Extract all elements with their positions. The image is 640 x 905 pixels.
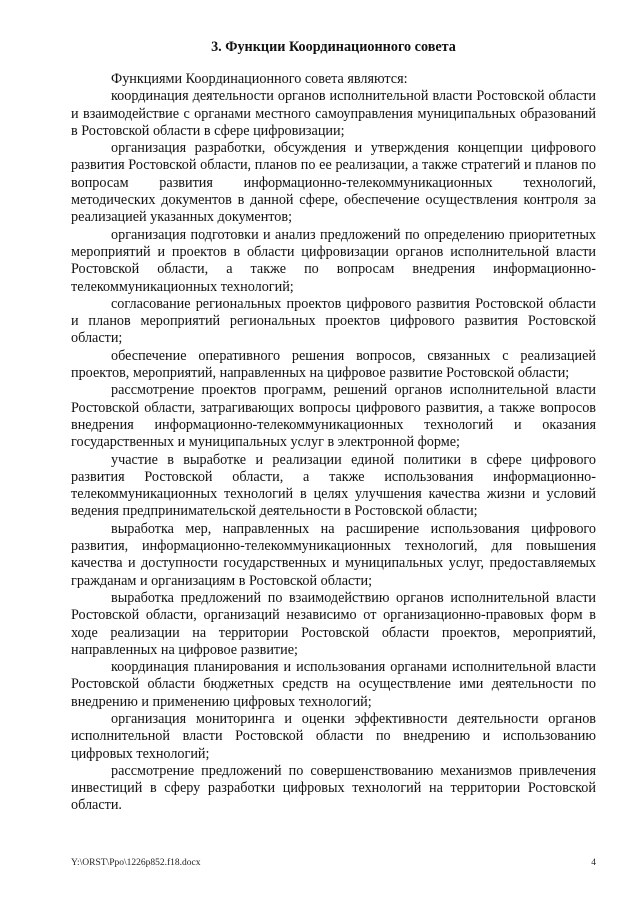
function-item-5: обеспечение оперативного решения вопросов, связанных с реализацией проектов, мероприятий, направленных на цифровое развитие Ростовской области; xyxy=(71,347,596,382)
function-item-3: организация подготовки и анализ предложений по определению приоритетных мероприятий и проектов в области цифровизации органов исполнительной власти Ростовской области, а также по вопросам внедрения информационно-телекоммуникационных технологий; xyxy=(71,226,596,295)
function-item-2: организация разработки, обсуждения и утверждения концепции цифрового развития Ростовской области, планов по ее реализации, а также стратегий и планов по вопросам развития информационно-телекоммуникационных технологий, методических документов в данной сфере, обеспечение осуществления контроля за реализацией указанных документов; xyxy=(71,140,596,226)
function-item-1: координация деятельности органов исполнительной власти Ростовской области и взаимодействие с органами местного самоуправления муниципальных образований в Ростовской области в сфере цифровизации; xyxy=(71,88,596,139)
section-heading: 3. Функции Координационного совета xyxy=(211,39,456,55)
page-number: 4 xyxy=(591,858,596,868)
function-item-4: согласование региональных проектов цифрового развития Ростовской области и планов мероприятий региональных проектов цифрового развития Ростовской области; xyxy=(71,295,596,347)
function-item-12: рассмотрение предложений по совершенствованию механизмов привлечения инвестиций в сферу разработки цифровых технологий на территории Ростовской области. xyxy=(71,762,596,814)
function-item-6: рассмотрение проектов программ, решений органов исполнительной власти Ростовской области, затрагивающих вопросы цифрового развития, а также вопросов внедрения информационно-телекоммуникационных технологий и оказания государственных и муниципальных услуг в электронной форме; xyxy=(71,382,596,451)
function-item-11: организация мониторинга и оценки эффективности деятельности органов исполнительной власти Ростовской области по внедрению и использованию цифровых технологий; xyxy=(71,710,596,762)
function-item-10: координация планирования и использования органами исполнительной власти Ростовской области бюджетных средств на осуществление ими деятельности по внедрению и применению цифровых технологий; xyxy=(71,659,596,710)
document-body xyxy=(71,38,596,815)
function-item-8: выработка мер, направленных на расширение использования цифрового развития, информационно-телекоммуникационных технологий, для повышения качества и доступности государственных и муниципальных услуг, предоставляемых гражданам и организациям в Ростовской области; xyxy=(71,520,596,589)
footer-file-path: Y:\ORST\Ppo\1226p852.f18.docx xyxy=(71,858,201,868)
function-item-7: участие в выработке и реализации единой политики в сфере цифрового развития Ростовской области, а также использования информационно-телекоммуникационных технологий в целях улучшения качества жизни и условий ведения предпринимательской деятельности в Ростовской области; xyxy=(71,451,596,520)
intro-paragraph: Функциями Координационного совета являются: xyxy=(111,71,408,87)
function-item-9: выработка предложений по взаимодействию органов исполнительной власти Ростовской области, организаций независимо от организационно-правовых форм в ходе реализации на территории Ростовской области проектов, мероприятий, направленных на цифровое развитие; xyxy=(71,589,596,658)
